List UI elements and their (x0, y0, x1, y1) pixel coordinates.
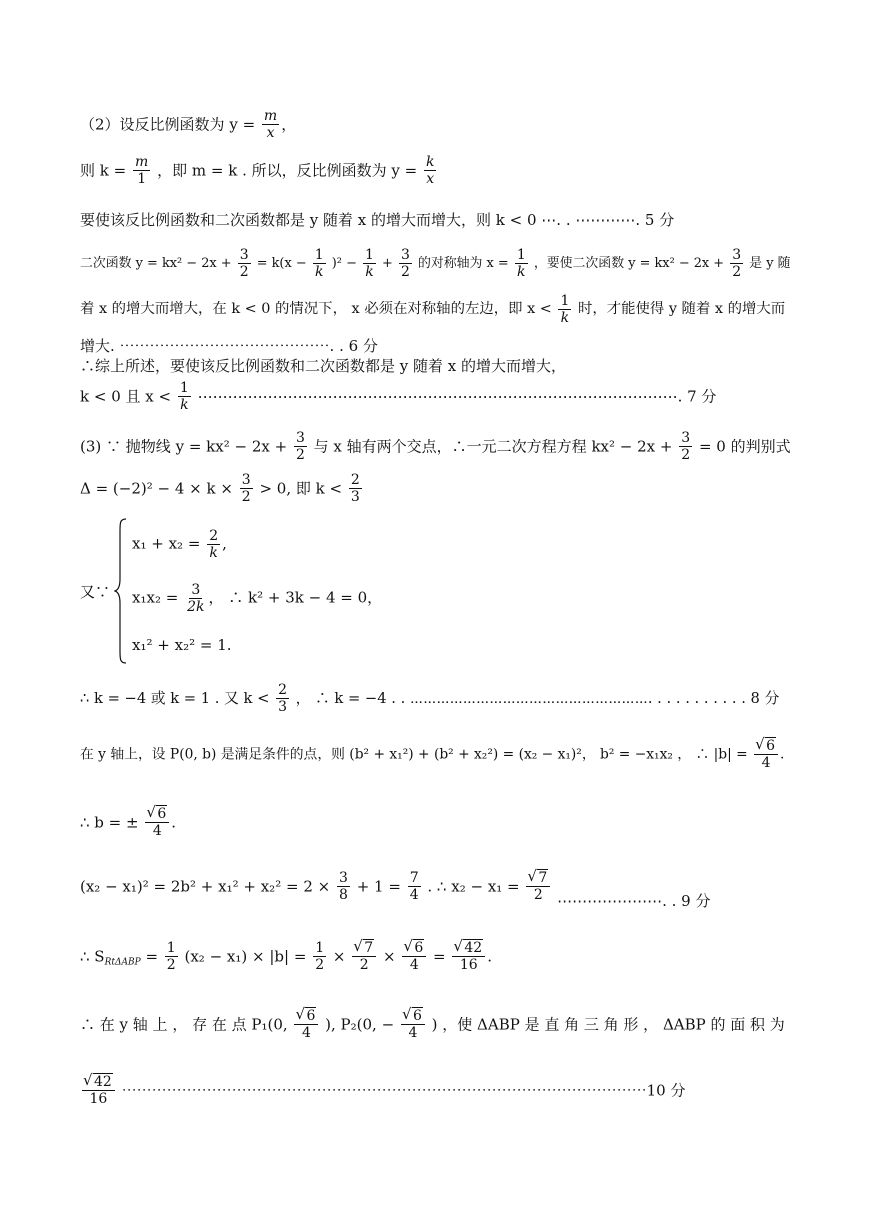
math-k-lt: k < (243, 689, 270, 707)
area-subscript: RtΔABP (104, 957, 141, 968)
text-segment: = (145, 947, 159, 966)
fraction-k-over-x: $\frac{k}{x}$ (426, 154, 435, 188)
fraction-m-over-1: $\frac{m}{1}$ (135, 154, 149, 188)
text-segment: ， ∴ k = −4 . . ⋯⋯⋯⋯⋯⋯⋯⋯⋯⋯⋯⋯⋯⋯⋯⋯⋯⋯. . . . . . . . . . . 8 分 (295, 689, 780, 707)
fraction-3-over-2: $\frac{3}{2}$ (239, 247, 249, 281)
math-k-lt: k < (315, 479, 343, 498)
math-x-lt: x < (145, 387, 172, 406)
text-segment: . ∴ x₂ − x₁ = (427, 877, 520, 896)
line-score-6 (80, 336, 791, 355)
fraction-sqrt7-over-2: √ $\frac{7}{2}$ (526, 870, 550, 903)
line-conclusion (80, 1008, 791, 1041)
fraction-3-over-8: $\frac{3}{8}$ (338, 870, 348, 904)
line-left-of-axis (80, 293, 791, 326)
left-brace-icon (114, 517, 128, 665)
fraction-sqrt42-over-16: √ $\frac{42}{16}$ (452, 940, 485, 973)
math-segment: = k(x − (256, 255, 307, 271)
line-b-value: ∴ b = ± √ $\frac{6}{4}$ . (80, 806, 791, 839)
line-area: ∴ $S_{Rt\Delta ABP}$ = $\frac{1}{2}$ (x₂ − x₁) × |b| = $\frac{1}{2}$ × √ $\frac{7}{2}$ × √ $\frac{6}{4}$ = √ $\frac{42}{16}$ . (80, 940, 791, 973)
fraction-2-over-3: $\frac{2}{3}$ (278, 682, 287, 716)
text-segment: 要使该反比例函数和二次函数都是 y 随着 x 的增大而增大，则 k < 0 ⋯. . ⋯⋯⋯⋯. 5 分 (80, 211, 675, 229)
line-quadratic-axis (80, 247, 791, 280)
text-segment: ∴综上所述，要使该反比例函数和二次函数都是 y 随着 x 的增大而增大， (80, 357, 567, 375)
line-point-p: 在 y 轴上，设 P(0, b) 是满足条件的点，则 (b² + x₁²) + (b² + x₂²) = (x₂ − x₁)²， b² = −x₁x₂ ， ∴ |b| = √ $\frac{6}{4}$ . (80, 738, 791, 771)
fraction-1-over-k: $\frac{1}{k}$ (516, 247, 526, 281)
fraction-3-over-2: $\frac{3}{2}$ (732, 247, 742, 281)
text-segment: ∴ k = −4 或 k = 1 . 又 (80, 689, 239, 707)
text-segment: (3) ∵ 抛物线 (80, 437, 171, 456)
line-score-10 (80, 1074, 791, 1107)
fraction-7-over-4: $\frac{7}{4}$ (409, 870, 419, 904)
math-segment: )² − (331, 255, 357, 271)
system-eq-squares: x₁² + x₂² = 1. (132, 636, 232, 655)
math-plus: + (382, 255, 393, 271)
fraction-1-over-k: $\frac{1}{k}$ (365, 247, 374, 281)
system-eq-sum: x₁ + x₂ = $\frac{2}{k}$ , (132, 527, 227, 561)
fraction-sqrt6-over-4: √ $\frac{6}{4}$ (402, 940, 426, 973)
text-segment: 又∵ (80, 582, 111, 601)
fraction-1-over-2: $\frac{1}{2}$ (315, 940, 325, 974)
fraction-1-over-k: $\frac{1}{k}$ (314, 247, 324, 281)
fraction-sqrt7-over-2: √ $\frac{7}{2}$ (352, 940, 376, 973)
fraction-sqrt6-over-4: √ $\frac{6}{4}$ (401, 1008, 425, 1041)
fraction-sqrt6-over-4: √ $\frac{6}{4}$ (145, 806, 169, 839)
line-condition-k-negative (80, 210, 791, 229)
fraction-1-over-2: $\frac{1}{2}$ (166, 940, 176, 974)
text-segment: ，即 (157, 161, 188, 180)
text-segment: ∴ S (80, 947, 105, 966)
text-segment: > 0, 即 (259, 479, 311, 498)
math-y-eq: y = (391, 161, 418, 180)
text-segment: Δ = (−2)² − 4 × k × (80, 479, 233, 498)
fraction-m-over-x: $\frac{m}{x}$ (263, 108, 278, 142)
line-k-equals-m (80, 154, 791, 187)
math-segment: kx² − 2x + (591, 437, 673, 456)
math-quadratic: y = kx² − 2x + (175, 437, 288, 456)
system-eq-product: x₁x₂ = $\frac{3}{2k}$ ， ∴ k² + 3k − 4 = 0， (132, 581, 383, 616)
fraction-1-over-k: $\frac{1}{k}$ (560, 293, 570, 327)
fraction-3-over-2: $\frac{3}{2}$ (241, 472, 251, 506)
fraction-1-over-k: $\frac{1}{k}$ (179, 380, 189, 414)
math-x-lt: x < (527, 300, 552, 317)
fraction-sqrt6-over-4: √ $\frac{6}{4}$ (754, 738, 778, 771)
text-segment: ⋯⋯⋯⋯⋯⋯⋯⋯⋯⋯⋯⋯⋯⋯⋯⋯⋯⋯⋯⋯⋯⋯⋯⋯⋯⋯⋯⋯⋯⋯⋯⋯⋯⋯⋯10 分 (121, 1081, 686, 1100)
text-segment: ⋯⋯⋯⋯⋯⋯⋯. . 9 分 (557, 891, 711, 910)
text-segment: k < 0 且 (80, 387, 141, 406)
line-delta (80, 472, 791, 505)
math-y-eq: y = (229, 115, 256, 134)
text-segment: 在 y 轴上，设 P(0, b) 是满足条件的点，则 (b² + x₁²) + (b² + x₂²) = (x₂ − x₁)²， b² = −x₁x₂ ， ∴ |b| = (80, 746, 748, 763)
equation-system (80, 517, 382, 665)
text-segment: 的判别式 (730, 437, 791, 456)
text-segment: + 1 = (356, 877, 401, 896)
line-inverse-function: （2）设反比例函数为 y = $\frac{m}{x}$ ， (80, 108, 297, 142)
text-segment: ∴ b = ± (80, 813, 139, 832)
text-segment: ), P₂(0, − (325, 1015, 395, 1034)
math-x-eq: x = (486, 255, 509, 271)
text-segment: 时，才能使得 y 随着 x 的增大而 (577, 300, 786, 317)
text-segment: 着 x 的增大而增大，在 k < 0 的情况下， x 必须在对称轴的左边，即 (80, 300, 523, 317)
fraction-2-over-3: $\frac{2}{3}$ (350, 472, 360, 506)
math-k-eq: k = (99, 161, 127, 180)
math-segment: = 0 (698, 437, 726, 456)
text-segment: ) ，使 ΔABP 是 直 角 三 角 形 ， ΔABP 的 面 积 为 (431, 1015, 785, 1034)
text-segment: ，要使二次函数 (533, 255, 625, 271)
text-segment: (x₂ − x₁) × |b| = (184, 947, 307, 966)
text-segment: （2）设反比例函数为 (80, 115, 225, 134)
line-score-8 (80, 682, 791, 715)
text-segment: 与 x 轴有两个交点，∴一元二次方程方程 (313, 437, 587, 456)
line-score-9 (80, 870, 791, 910)
text-segment: 是 y 随 (749, 255, 791, 271)
fraction-3-over-2: $\frac{3}{2}$ (295, 430, 305, 464)
line-parabola-discriminant (80, 430, 791, 463)
math-m-eq-k: m = k (191, 161, 238, 180)
math-quadratic: y = kx² − 2x + (628, 255, 725, 271)
text-segment: ∴ 在 y 轴 上 ， 存 在 点 P₁(0, (80, 1015, 288, 1034)
text-segment: 的对称轴为 (417, 255, 483, 271)
fraction-3-over-2: $\frac{3}{2}$ (400, 247, 410, 281)
line-score-7 (80, 380, 791, 413)
text-segment: 则 (80, 161, 96, 180)
line-summary (80, 356, 791, 375)
text-segment: ⋯⋯⋯⋯⋯⋯⋯⋯⋯⋯⋯⋯⋯⋯⋯⋯⋯⋯⋯⋯⋯⋯⋯⋯⋯⋯⋯⋯⋯⋯⋯⋯. 7 分 (197, 387, 717, 406)
text-segment: 增大. ⋯⋯⋯⋯⋯⋯⋯⋯⋯⋯⋯⋯⋯⋯. . 6 分 (80, 337, 378, 355)
text-segment: (x₂ − x₁)² = 2b² + x₁² + x₂² = 2 × (80, 877, 331, 896)
fraction-sqrt6-over-4: √ $\frac{6}{4}$ (294, 1008, 318, 1041)
fraction-3-over-2: $\frac{3}{2}$ (681, 430, 691, 464)
text-segment: . 所以，反比例函数为 (242, 161, 387, 180)
math-quadratic: y = kx² − 2x + (135, 255, 232, 271)
text-segment: 二次函数 (80, 255, 132, 271)
fraction-sqrt42-over-16: √ $\frac{42}{16}$ (82, 1074, 115, 1107)
